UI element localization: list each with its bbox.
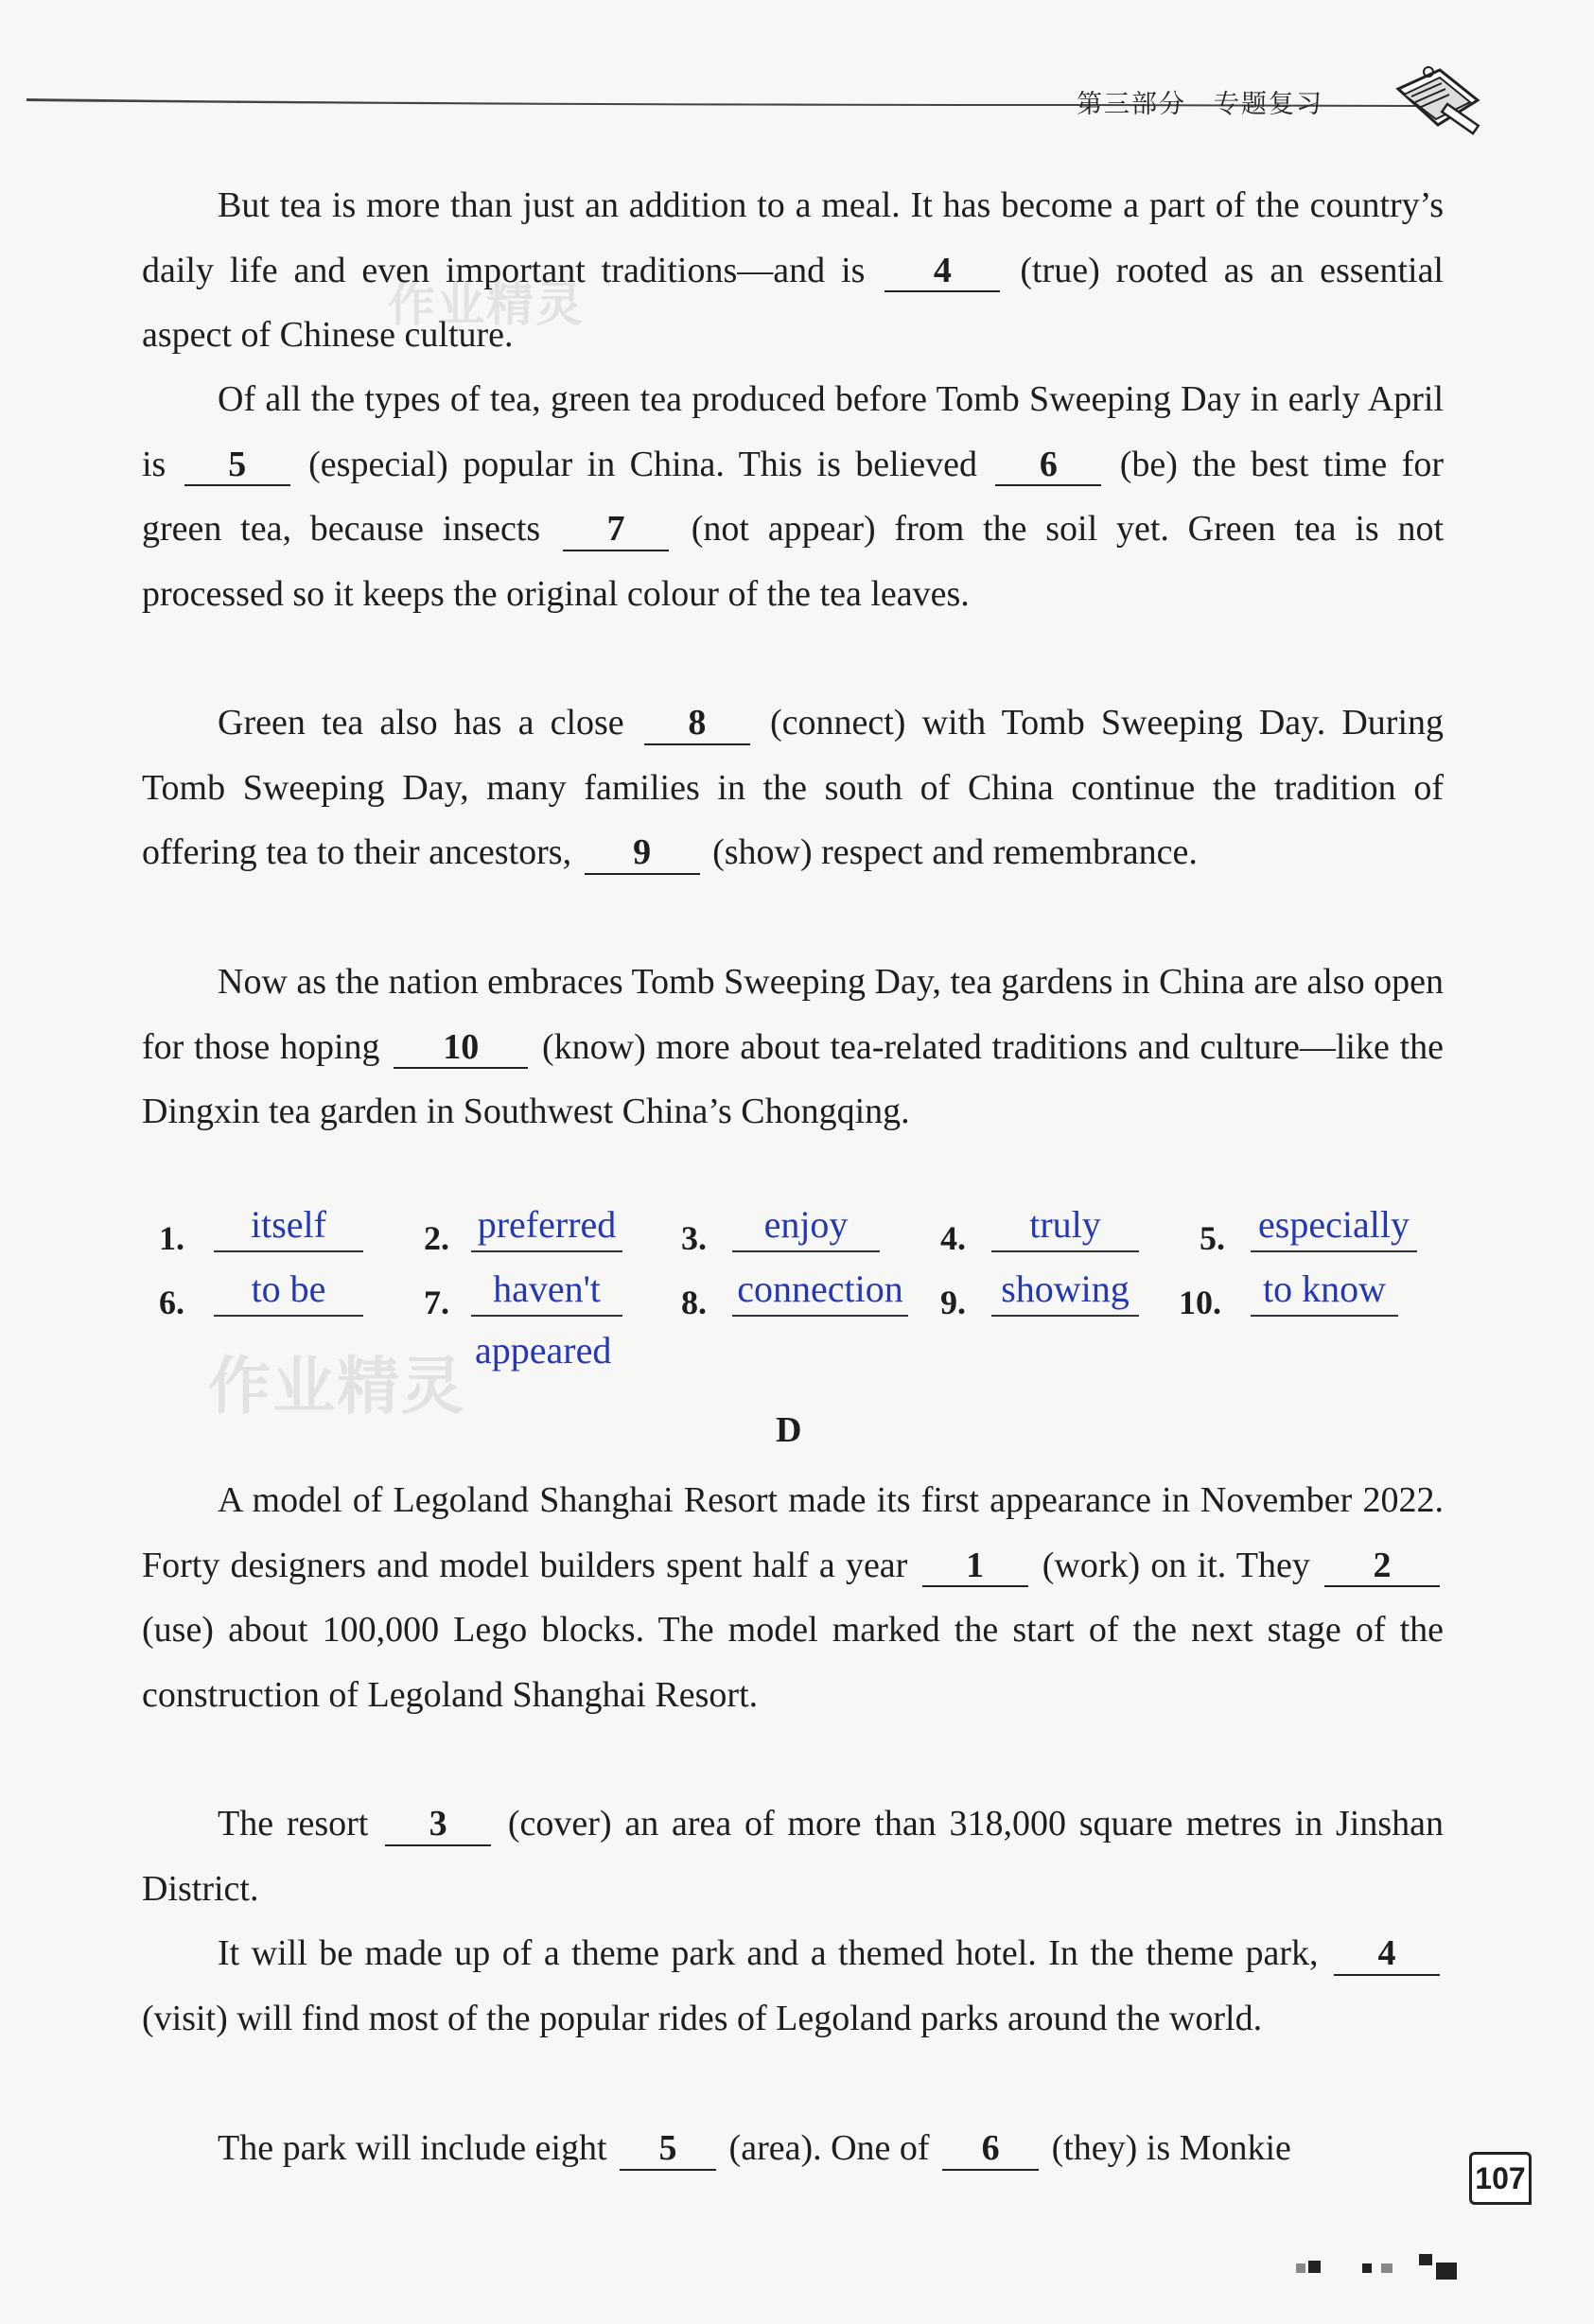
answer-value: itself <box>214 1199 363 1252</box>
answer-row: 1. itself 2. preferred 3. enjoy 4. truly 5. especially <box>159 1199 1464 1264</box>
answer-value: haven't <box>471 1264 622 1317</box>
notebook-pencil-icon <box>1391 62 1495 144</box>
blank-3: 3 <box>385 1805 491 1846</box>
answer-value: preferred <box>471 1199 622 1252</box>
blank-4: 4 <box>885 252 1000 293</box>
blank-5: 5 <box>620 2129 716 2171</box>
paragraph: But tea is more than just an addition to a meal. It has become a part of the country’s daily life and even important traditions—and is 4 (true) rooted as an essential aspect of Chinese culture. <box>142 185 1444 355</box>
answer-value: truly <box>991 1199 1139 1252</box>
blank-5: 5 <box>184 446 290 487</box>
answer-value: showing <box>991 1264 1139 1317</box>
blank-1: 1 <box>922 1546 1028 1588</box>
paragraph: A model of Legoland Shanghai Resort made its first appearance in November 2022. Forty designers and model builders spent half a year 1 (work) on it. They 2 (use) about 100,000 Lego blocks. The model marked the start of the next stage of the construction of Legoland Shanghai Resort. <box>142 1480 1444 1715</box>
watermark-top: 作业精灵 <box>388 277 585 332</box>
answer-value: to be <box>214 1264 363 1317</box>
paragraph: Green tea also has a close 8 (connect) with Tomb Sweeping Day. During Tomb Sweeping Day, many families in the south of China continue the tradition of offering tea to their ancestors, 9 (show) respect and remembrance. <box>142 690 1444 885</box>
section-title: D <box>776 1410 802 1450</box>
paragraph: Of all the types of tea, green tea produced before Tomb Sweeping Day in early April is 5 (especial) popular in China. This is believed 6 (be) the best time for green tea, because insects 7 (not appear) from the soil yet. Green tea is not processed so it keeps the original colour of the tea leaves. <box>142 379 1444 614</box>
answer-value: to know <box>1251 1264 1398 1317</box>
blank-8: 8 <box>644 704 750 745</box>
blank-2: 2 <box>1324 1546 1440 1588</box>
answer-row: 6. to be 7. haven't 8. connection 9. showing 10. to know <box>159 1264 1464 1328</box>
paragraph: The park will include eight 5 (area). One of 6 (they) is Monkie <box>142 2116 1372 2181</box>
answer-value: especially <box>1251 1199 1417 1252</box>
answer-value: enjoy <box>732 1199 880 1252</box>
answer-value: connection <box>732 1264 908 1317</box>
blank-7: 7 <box>563 510 669 551</box>
paragraph: Now as the nation embraces Tomb Sweeping Day, tea gardens in China are also open for those hoping 10 (know) more about tea-related traditions and culture—like the Dingxin tea garden in Southwest China’s Chongqing. <box>142 962 1445 1131</box>
blank-9: 9 <box>585 833 700 875</box>
blank-6: 6 <box>995 446 1101 487</box>
page-number: 107 <box>1469 2152 1532 2205</box>
blank-6: 6 <box>942 2129 1039 2171</box>
paragraph: The resort 3 (cover) an area of more than 318,000 square metres in Jinshan District. <box>142 1804 1445 1909</box>
paragraph: It will be made up of a theme park and a themed hotel. In the theme park, 4 (visit) will find most of the popular rides of Legoland parks around the world. <box>142 1921 1444 2051</box>
watermark-middle: 作业精灵 <box>208 1350 465 1423</box>
answer-grid <box>159 1199 1464 1328</box>
blank-10: 10 <box>394 1028 528 1070</box>
answer-7-continued: appeared <box>475 1329 612 1372</box>
blank-4: 4 <box>1334 1934 1440 1976</box>
header-section-label: 第三部分 专题复习 <box>1077 90 1323 119</box>
